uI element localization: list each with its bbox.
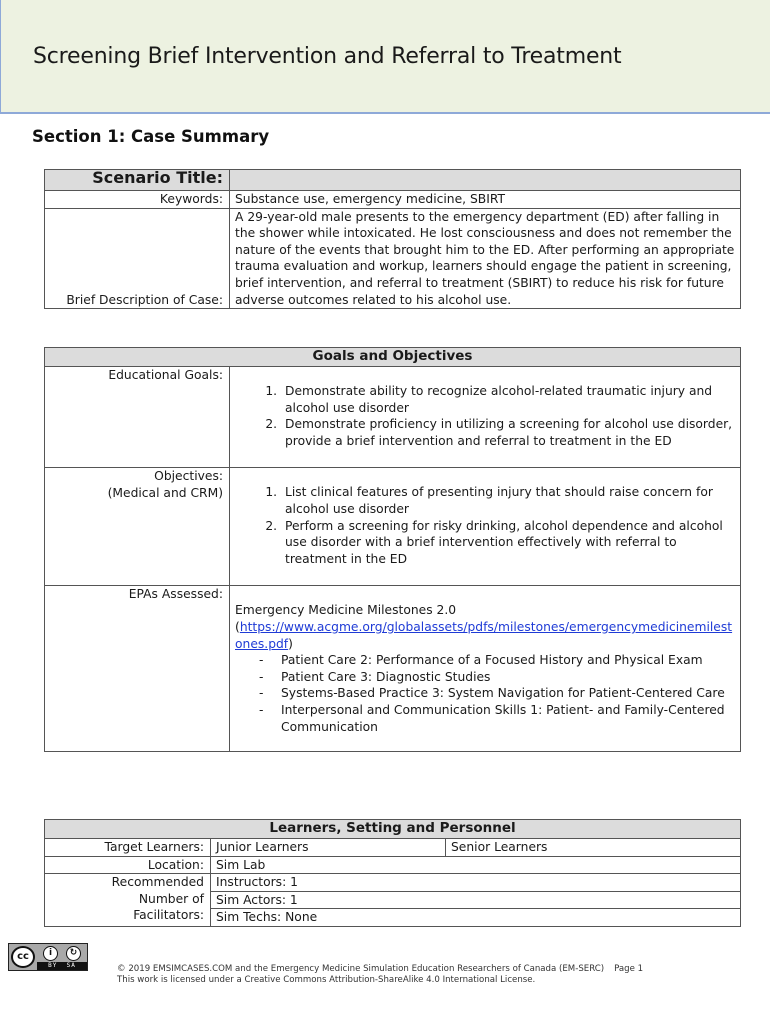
objectives-label [45, 468, 230, 586]
license-text: This work is licensed under a Creative Commons Attribution-ShareAlike 4.0 International License. [117, 975, 536, 985]
sim-techs-value: Sim Techs: None [211, 909, 741, 927]
description-label: Brief Description of Case: [45, 208, 230, 309]
list-item: - Patient Care 2: Performance of a Focused History and Physical Exam [281, 652, 735, 669]
title-banner [0, 0, 770, 114]
list-item: - Patient Care 3: Diagnostic Studies [281, 669, 735, 686]
scenario-title-label: Scenario Title: [45, 170, 230, 191]
description-value: A 29-year-old male presents to the emergency department (ED) after falling in the shower while intoxicated. He lost consciousness and does not remember the nature of the events that brought him to the ED. After performing an appropriate trauma evaluation and workup, learners should engage the patient in screening, brief intervention, and referral to treatment (SBIRT) to reduce his risk for future adverse outcomes related to his alcohol use. [230, 208, 741, 309]
epas-label: EPAs Assessed: [45, 586, 230, 752]
footer-line1 [117, 964, 643, 975]
location-row [45, 856, 741, 874]
objectives-row [45, 468, 741, 586]
instructors-row [45, 874, 741, 892]
scenario-title-row [45, 170, 741, 191]
target-learners-row [45, 839, 741, 857]
objectives-cell [230, 468, 741, 586]
target-learners-label: Target Learners: [45, 839, 211, 857]
attribution-icon: i [43, 946, 58, 961]
list-item: 2. Demonstrate proficiency in utilizing a screening for alcohol use disorder, provide a brief intervention and referral to treatment in the ED [281, 416, 735, 449]
objectives-list [235, 484, 735, 567]
copyright-text: © 2019 EMSIMCASES.COM and the Emergency Medicine Simulation Education Researchers of Canada (EM-SERC) [117, 964, 605, 974]
goals-objectives-table [44, 347, 741, 752]
educational-goals-row [45, 367, 741, 468]
epas-row [45, 586, 741, 752]
scenario-title-value [230, 170, 741, 191]
educational-goals-label: Educational Goals: [45, 367, 230, 468]
sim-actors-value: Sim Actors: 1 [211, 891, 741, 909]
sa-label: SA [66, 962, 76, 969]
location-label: Location: [45, 856, 211, 874]
instructors-value: Instructors: 1 [211, 874, 741, 892]
cc-badge-strip [37, 962, 87, 970]
facilitators-label-line2: Number of [138, 891, 204, 906]
learners-header-row [45, 820, 741, 839]
paren-open: ( [235, 619, 240, 634]
description-row [45, 208, 741, 309]
epas-intro: Emergency Medicine Milestones 2.0 [235, 603, 457, 618]
location-value: Sim Lab [211, 856, 741, 874]
keywords-row [45, 191, 741, 209]
list-item: 1. List clinical features of presenting injury that should raise concern for alcohol use disorder [281, 484, 735, 517]
goals-header-row [45, 348, 741, 367]
share-alike-icon: ↻ [66, 946, 81, 961]
senior-learners: Senior Learners [446, 839, 741, 857]
cc-license-badge [8, 943, 88, 971]
case-summary-table [44, 169, 741, 309]
educational-goals-list [235, 383, 735, 449]
learners-header: Learners, Setting and Personnel [45, 820, 741, 839]
objectives-label-line1: Objectives: [154, 469, 223, 484]
list-item: - Interpersonal and Communication Skills 1: Patient- and Family-Centered Communication [281, 702, 735, 735]
document-title: Screening Brief Intervention and Referral to Treatment [33, 44, 622, 69]
paren-close: ) [288, 636, 293, 651]
learners-table [44, 819, 741, 927]
facilitators-label [45, 874, 211, 927]
facilitators-label-line3: Facilitators: [133, 908, 204, 923]
list-item: - Systems-Based Practice 3: System Navigation for Patient-Centered Care [281, 685, 735, 702]
epas-link-line [235, 619, 735, 652]
cc-icon: cc [11, 946, 35, 968]
section-heading: Section 1: Case Summary [32, 127, 270, 146]
epas-cell [230, 586, 741, 752]
junior-learners: Junior Learners [211, 839, 446, 857]
page-number: Page 1 [614, 964, 644, 974]
keywords-value: Substance use, emergency medicine, SBIRT [230, 191, 741, 209]
epas-list [235, 652, 735, 735]
footer-text [117, 964, 643, 986]
educational-goals-cell [230, 367, 741, 468]
objectives-label-line2: (Medical and CRM) [107, 485, 223, 500]
list-item: 2. Perform a screening for risky drinking, alcohol dependence and alcohol use disorder with a brief intervention effectively with referral to treatment in the ED [281, 518, 735, 568]
milestones-link[interactable]: https://www.acgme.org/globalassets/pdfs/milestones/emergencymedicinemilestones.pdf [235, 619, 733, 651]
by-label: BY [48, 962, 58, 969]
facilitators-label-line1: Recommended [111, 875, 204, 890]
goals-header: Goals and Objectives [45, 348, 741, 367]
keywords-label: Keywords: [45, 191, 230, 209]
list-item: 1. Demonstrate ability to recognize alcohol-related traumatic injury and alcohol use disorder [281, 383, 735, 416]
